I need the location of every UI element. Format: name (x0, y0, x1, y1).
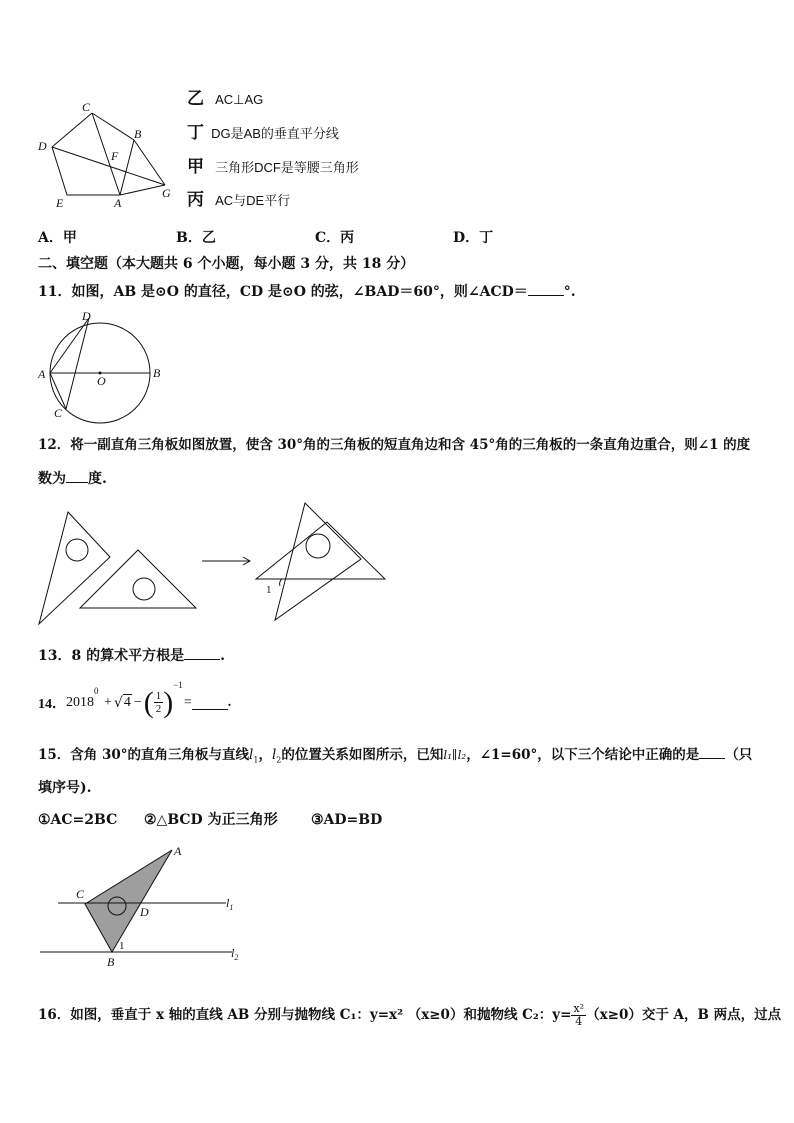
q12-label-1: 1 (266, 584, 272, 596)
q11-label-B: B (153, 366, 161, 380)
q15-label-l1: $l_1$ (226, 896, 234, 912)
q13-body: 13．8 的算术平方根是 (38, 648, 185, 664)
q15-label-C: C (76, 887, 85, 901)
q14-plus: + (104, 694, 112, 710)
q15-comma: ， (258, 747, 272, 763)
q15-conclusion-3: ③AD=BD (311, 812, 383, 828)
q15-label-1: 1 (119, 940, 125, 952)
section-heading: 二、填空题（本大题共 6 个小题，每小题 3 分，共 18 分） (38, 256, 415, 272)
q14-expression (38, 680, 231, 720)
q10-label-G: G (162, 186, 171, 200)
q15-line1-c: ，∠1=60°，以下三个结论中正确的是 (466, 747, 700, 763)
q14-exp0: 0 (94, 686, 99, 696)
q14-base: 2018 (66, 694, 94, 710)
q12-line1: 12．将一副直角三角板如图放置，使含 30°角的三角板的短直角边和含 45°角的三角板的一条直角边重合，则∠1 的度 (38, 437, 751, 453)
q15-l2-sub: 2 (276, 755, 282, 765)
q14-minus: − (133, 694, 142, 710)
q15-line1-b: 的位置关系如图所示，已知 (281, 747, 444, 763)
q11-label-D: D (82, 309, 91, 323)
q15-conclusion-1: ①AC=2BC (38, 812, 118, 828)
q11-label-A: A (38, 367, 46, 381)
q16-b: （x≥0）交于 A，B 两点，过点 (586, 1007, 782, 1023)
q11-tail: °. (563, 284, 576, 300)
choice-d: D．丁 (453, 230, 494, 246)
q13-answer-blank[interactable] (184, 645, 220, 660)
q14-sqrt-arg: 4 (123, 694, 131, 710)
q11-label-C: C (54, 406, 63, 420)
choice-c: C．丙 (315, 230, 355, 246)
option-text: 三角形DCF是等腰三角形 (215, 160, 359, 175)
q15-label-l2: $l_2$ (231, 946, 239, 962)
q15-line1 (38, 744, 752, 770)
q10-label-C: C (82, 100, 91, 114)
q12-line2-a: 数为 (38, 471, 66, 487)
q15-parallel: l₁∥l₂ (443, 748, 467, 762)
q10-figure (30, 95, 190, 215)
q11-number: 11． (38, 284, 72, 300)
q12-line2-b: 度. (88, 471, 107, 487)
choice-b: B．乙 (176, 230, 216, 246)
q15-l2: l (271, 747, 277, 763)
q15-line2: 填序号). (38, 780, 92, 796)
q14-tail: . (227, 694, 232, 710)
q10-option-yi (187, 84, 263, 109)
q15-l1-sub: 1 (253, 755, 259, 765)
q14-right-paren: ) (163, 685, 174, 719)
q16-frac-den: 4 (575, 1015, 583, 1028)
q15-label-B: B (107, 955, 115, 969)
q11-body: 如图，AB 是⊙O 的直径，CD 是⊙O 的弦，∠BAD＝60°，则∠ACD＝ (71, 284, 528, 300)
q10-label-F: F (111, 149, 119, 163)
q14-number: 14． (38, 696, 66, 712)
q14-frac-den: 2 (155, 703, 162, 716)
option-text: AC⊥AG (215, 92, 264, 107)
q14-answer-blank[interactable] (192, 695, 228, 710)
option-key: 甲 (187, 157, 204, 177)
choice-a: A．甲 (38, 230, 77, 246)
q14-left-paren: ( (143, 685, 154, 719)
q16-text (38, 1003, 781, 1028)
q15-line1-d: （只 (725, 747, 753, 763)
q15-answer-blank[interactable] (699, 744, 725, 759)
q14-fraction (154, 690, 164, 715)
q13-text (38, 645, 225, 665)
q10-label-D: D (38, 139, 47, 153)
q14-eq: = (183, 694, 192, 710)
q14-sqrt-sign: √ (113, 694, 123, 711)
q11-label-O: O (97, 374, 106, 388)
q14-frac-num: 1 (155, 690, 162, 703)
option-key: 乙 (187, 89, 204, 109)
q10-option-jia (187, 152, 359, 177)
q12-figure (30, 500, 400, 630)
q13-tail: . (220, 648, 225, 664)
q16-frac-num: x² (573, 1002, 585, 1015)
q14-exp-neg1: −1 (173, 680, 183, 690)
q15-l1: l (249, 747, 254, 763)
q11-text (38, 281, 576, 301)
q10-label-E: E (56, 196, 64, 210)
q11-figure (36, 306, 166, 426)
option-text: DG是AB的垂直平分线 (211, 126, 339, 141)
q15-label-D: D (140, 905, 149, 919)
q16-a: 16．如图，垂直于 x 轴的直线 AB 分别与抛物线 C₁：y=x² （x≥0）和抛物线 C₂：y= (38, 1007, 572, 1023)
q10-label-A: A (114, 196, 122, 210)
q15-line1-a: 15．含角 30°的直角三角板与直线 (38, 747, 250, 763)
option-key: 丙 (187, 190, 204, 210)
q16-fraction (571, 1003, 586, 1028)
q12-answer-blank[interactable] (66, 468, 88, 483)
q10-option-bing (187, 185, 290, 210)
q15-figure (36, 840, 256, 974)
q11-answer-blank[interactable] (528, 281, 564, 296)
option-key: 丁 (187, 123, 204, 143)
q15-conclusion-2: ②△BCD 为正三角形 (144, 812, 278, 828)
q15-label-A: A (174, 844, 182, 858)
q10-option-ding (187, 118, 339, 143)
q10-label-B: B (134, 127, 142, 141)
q12-line2 (38, 468, 107, 488)
option-text: AC与DE平行 (215, 193, 291, 208)
